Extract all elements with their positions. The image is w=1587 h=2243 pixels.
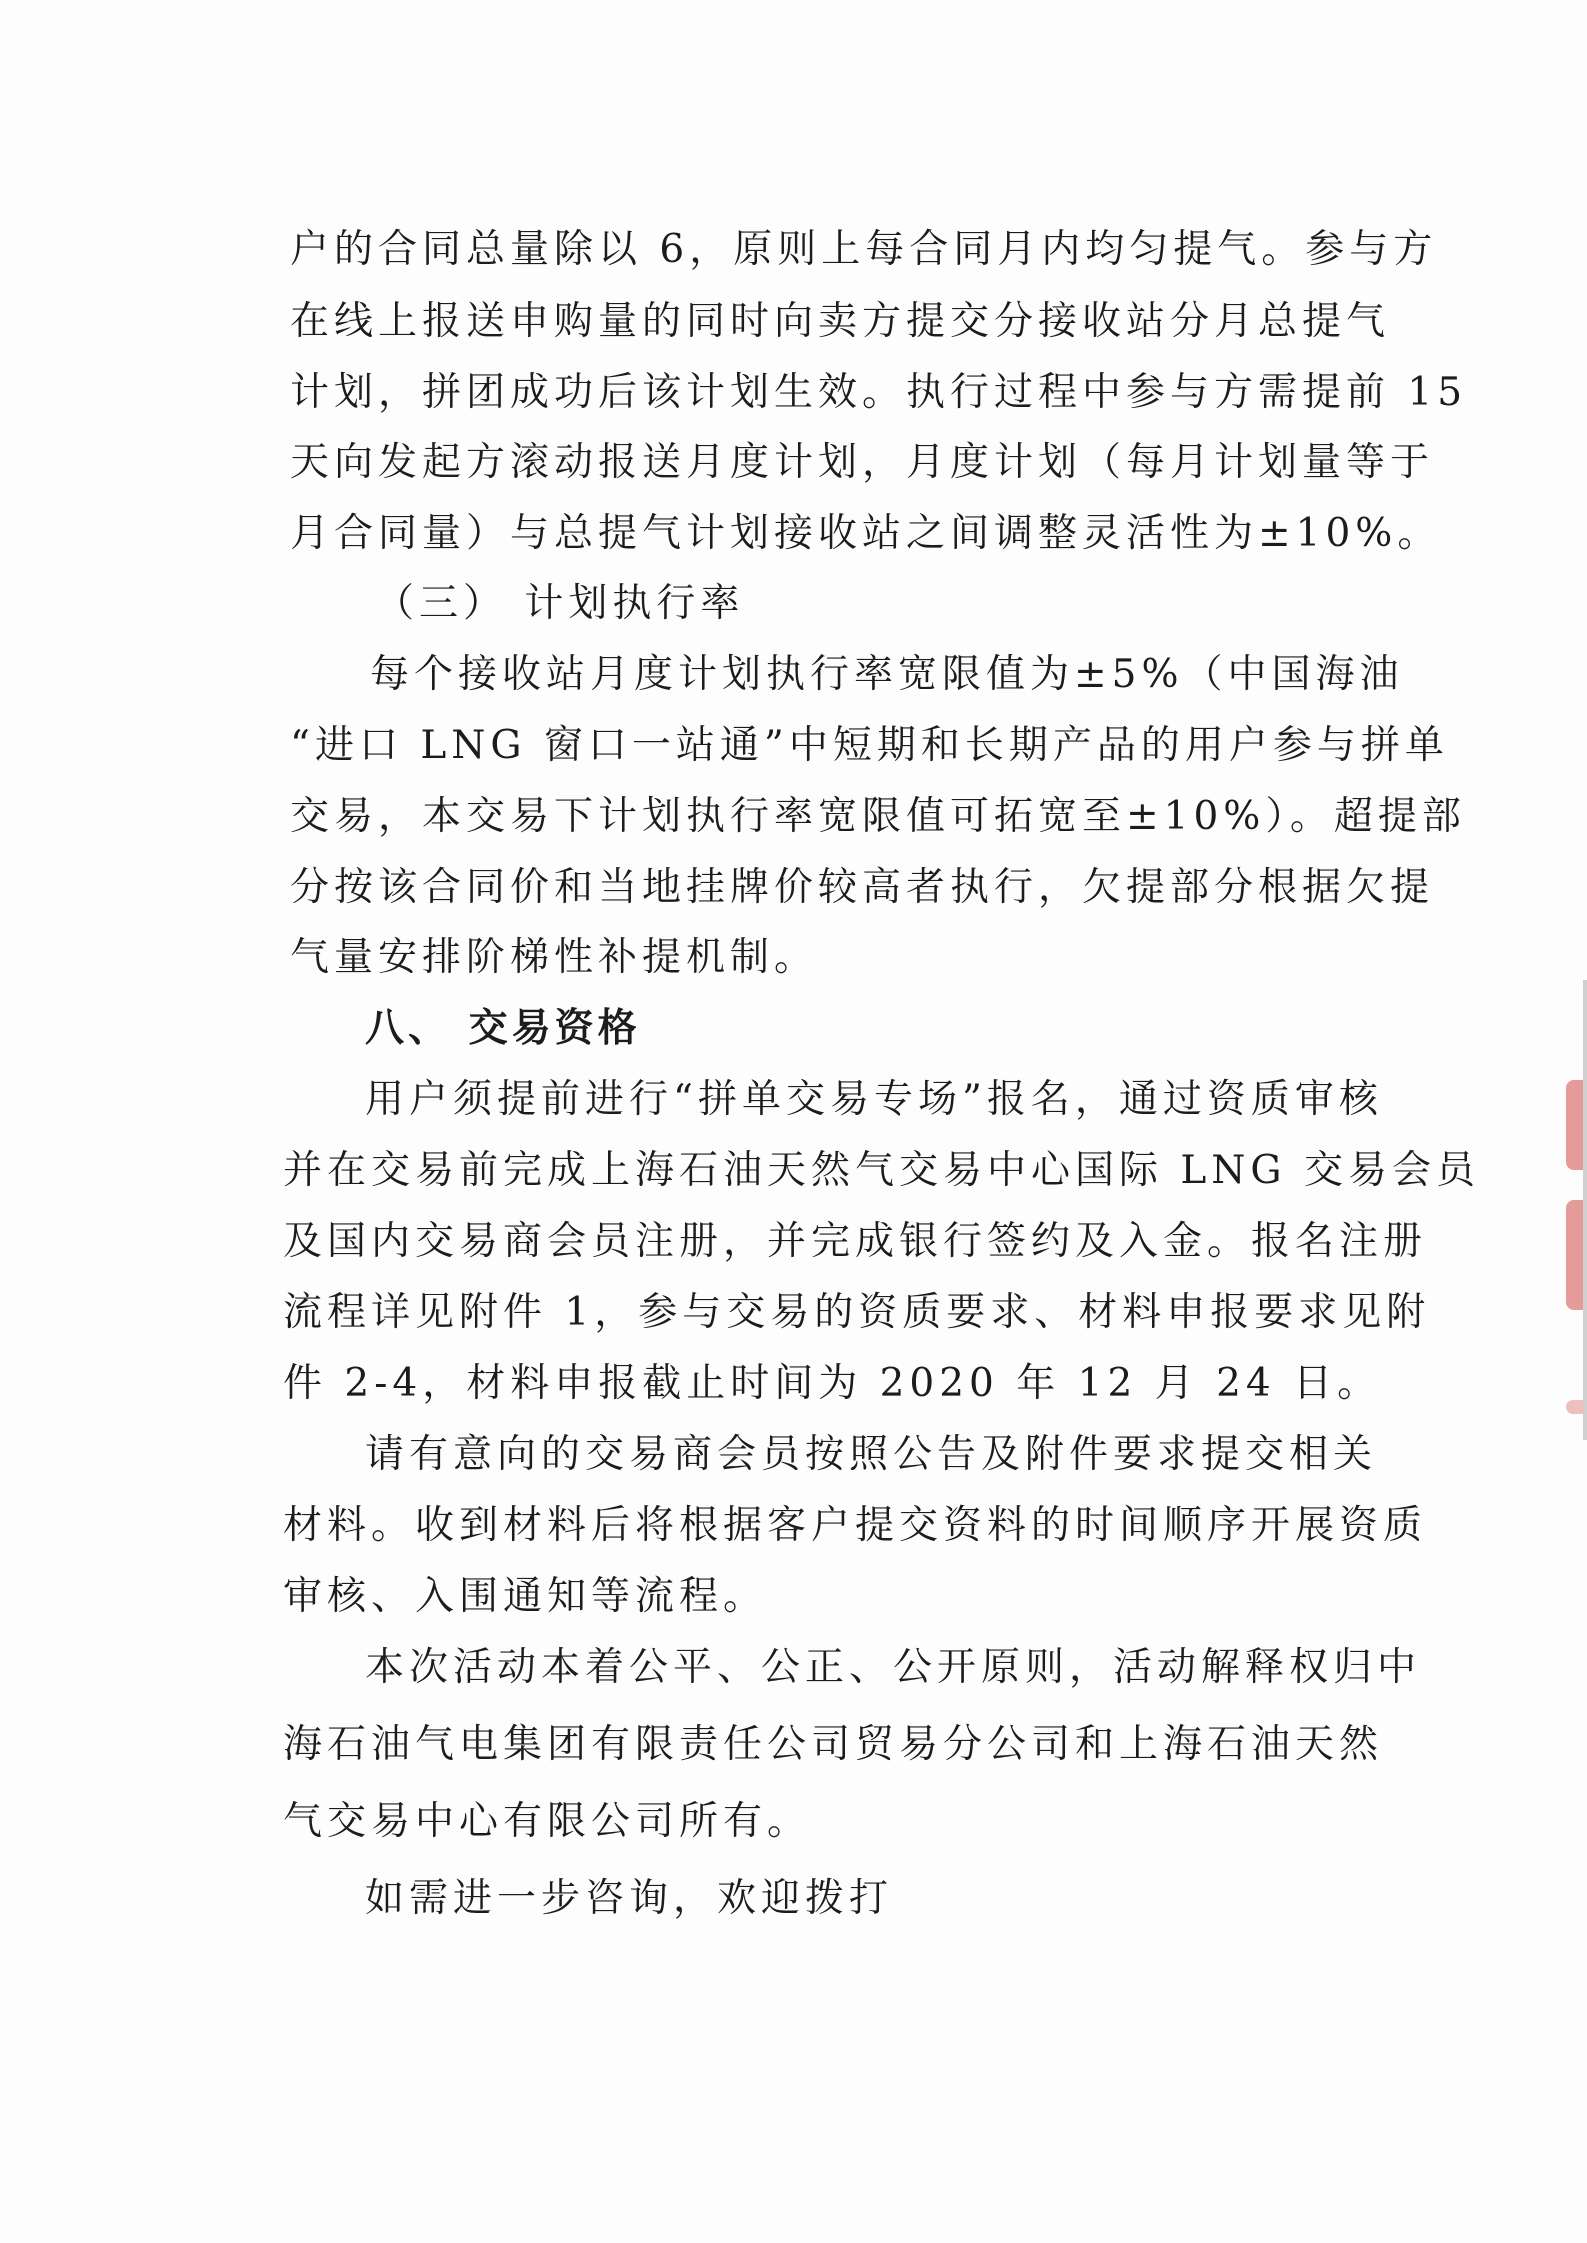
- paragraph-line: 交易，本交易下计划执行率宽限值可拓宽至±10%）。超提部: [290, 794, 1466, 839]
- paragraph-line: 用户须提前进行“拼单交易专场”报名，通过资质审核: [365, 1077, 1383, 1122]
- paragraph-line: 海石油气电集团有限责任公司贸易分公司和上海石油天然: [283, 1722, 1384, 1767]
- paragraph-line: 月合同量）与总提气计划接收站之间调整灵活性为±10%。: [290, 511, 1442, 556]
- subsection-title: （三） 计划执行率: [375, 581, 745, 626]
- paragraph-line: 在线上报送申购量的同时向卖方提交分接收站分月总提气: [290, 299, 1391, 344]
- paragraph-line: 请有意向的交易商会员按照公告及附件要求提交相关: [365, 1432, 1378, 1477]
- paragraph-line: 分按该合同价和当地挂牌价较高者执行，欠提部分根据欠提: [290, 865, 1435, 910]
- paragraph-line: 并在交易前完成上海石油天然气交易中心国际 LNG 交易会员: [283, 1148, 1480, 1193]
- paragraph-line: 审核、入围通知等流程。: [283, 1574, 768, 1619]
- paragraph-line: 气量安排阶梯性补提机制。: [290, 935, 819, 980]
- page-edge-shadow: [1583, 980, 1587, 1440]
- section-heading: 八、 交易资格: [365, 1006, 641, 1051]
- paragraph-line: 及国内交易商会员注册，并完成银行签约及入金。报名注册: [283, 1219, 1428, 1264]
- paragraph-line: “进口 LNG 窗口一站通”中短期和长期产品的用户参与拼单: [290, 723, 1449, 768]
- paragraph-line: 流程详见附件 1，参与交易的资质要求、材料申报要求见附: [283, 1290, 1431, 1335]
- paragraph-line: 计划，拼团成功后该计划生效。执行过程中参与方需提前 15: [290, 370, 1468, 415]
- paragraph-line: 件 2-4，材料申报截止时间为 2020 年 12 月 24 日。: [283, 1361, 1382, 1406]
- paragraph-line: 天向发起方滚动报送月度计划，月度计划（每月计划量等于: [290, 440, 1435, 485]
- paragraph-line: 如需进一步咨询，欢迎拨打: [365, 1876, 894, 1921]
- paragraph-line: 气交易中心有限公司所有。: [283, 1799, 812, 1844]
- paragraph-line: 材料。收到材料后将根据客户提交资料的时间顺序开展资质: [283, 1503, 1428, 1548]
- paragraph-line: 本次活动本着公平、公正、公开原则，活动解释权归中: [365, 1645, 1422, 1690]
- paragraph-line: 每个接收站月度计划执行率宽限值为±5%（中国海油: [370, 652, 1404, 697]
- paragraph-line: 户的合同总量除以 6，原则上每合同月内均匀提气。参与方: [290, 227, 1438, 272]
